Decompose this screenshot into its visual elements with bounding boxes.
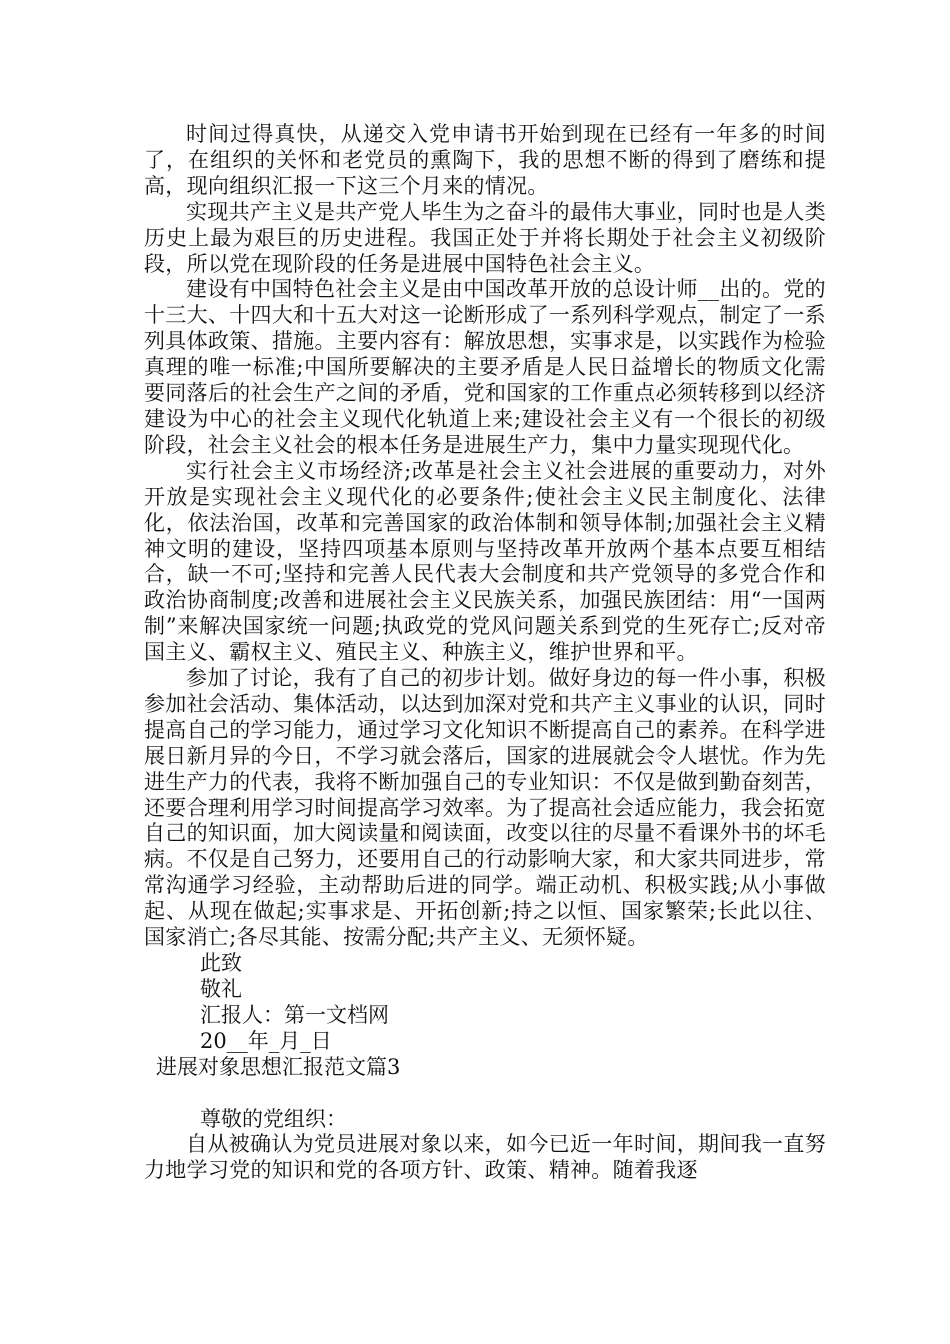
date-line: 20__年_月_日 [200, 1028, 332, 1053]
section-heading: 进展对象思想汇报范文篇3 [156, 1054, 401, 1079]
body-paragraph-4: 实行社会主义市场经济;改革是社会主义社会进展的重要动力，对外开放是实现社会主义现代化的必要条件;使社会主义民主制度化、法律化，依法治国，改革和完善国家的政治体制和领导体制;加强社会主义精神文明的建设，坚持四项基本原则与坚持改革开放两个基本点要互相结合，缺一不可;坚持和完善人民代表大会制度和共产党领导的多党合作和政治协商制度;改善和进展社会主义民族关系，加强民族团结：用“一国两制”来解决国家统一问题;执政党的党风问题关系到党的生死存亡;反对帝国主义、霸权主义、殖民主义、种族主义，维护世界和平。 [144, 458, 826, 665]
closing-line-2: 敬礼 [200, 976, 242, 1001]
reporter-line: 汇报人：第一文档网 [200, 1002, 389, 1027]
blank-line [144, 1081, 826, 1107]
body-paragraph-6: 自从被确认为党员进展对象以来，如今已近一年时间，期间我一直努力地学习党的知识和党的各项方针、政策、精神。随着我逐 [144, 1132, 826, 1183]
body-paragraph-5: 参加了讨论，我有了自己的初步计划。做好身边的每一件小事，积极参加社会活动、集体活动，以达到加深对党和共产主义事业的认识，同时提高自己的学习能力，通过学习文化知识不断提高自己的素养。在科学进展日新月异的今日，不学习就会落后，国家的进展就会令人堪忧。作为先进生产力的代表，我将不断加强自己的专业知识：不仅是做到勤奋刻苦，还要合理利用学习时间提高学习效率。为了提高社会适应能力，我会拓宽自己的知识面，加大阅读量和阅读面，改变以往的尽量不看课外书的坏毛病。不仅是自己努力，还要用自己的行动影响大家，和大家共同进步，常常沟通学习经验，主动帮助后进的同学。端正动机、积极实践;从小事做起、从现在做起;实事求是、开拓创新;持之以恒、国家繁荣;长此以往、国家消亡;各尽其能、按需分配;共产主义、无须怀疑。 [144, 666, 826, 950]
body-paragraph-2: 实现共产主义是共产党人毕生为之奋斗的最伟大事业，同时也是人类历史上最为艰巨的历史进程。我国正处于并将长期处于社会主义初级阶段，所以党在现阶段的任务是进展中国特色社会主义。 [144, 199, 826, 276]
body-paragraph-3: 建设有中国特色社会主义是由中国改革开放的总设计师__出的。党的十三大、十四大和十五大对这一论断形成了一系列科学观点，制定了一系列具体政策、措施。主要内容有：解放思想，实事求是，以实践作为检验真理的唯一标准;中国所要解决的主要矛盾是人民日益增长的物质文化需要同落后的社会生产之间的矛盾，党和国家的工作重点必须转移到以经济建设为中心的社会主义现代化轨道上来;建设社会主义有一个很长的初级阶段，社会主义社会的根本任务是进展生产力，集中力量实现现代化。 [144, 277, 826, 457]
salutation-line: 尊敬的党组织： [200, 1106, 347, 1131]
document-page [144, 122, 826, 1184]
body-paragraph-1: 时间过得真快，从递交入党申请书开始到现在已经有一年多的时间了，在组织的关怀和老党员的熏陶下，我的思想不断的得到了磨练和提高，现向组织汇报一下这三个月来的情况。 [144, 122, 826, 198]
closing-line-1: 此致 [200, 951, 242, 975]
